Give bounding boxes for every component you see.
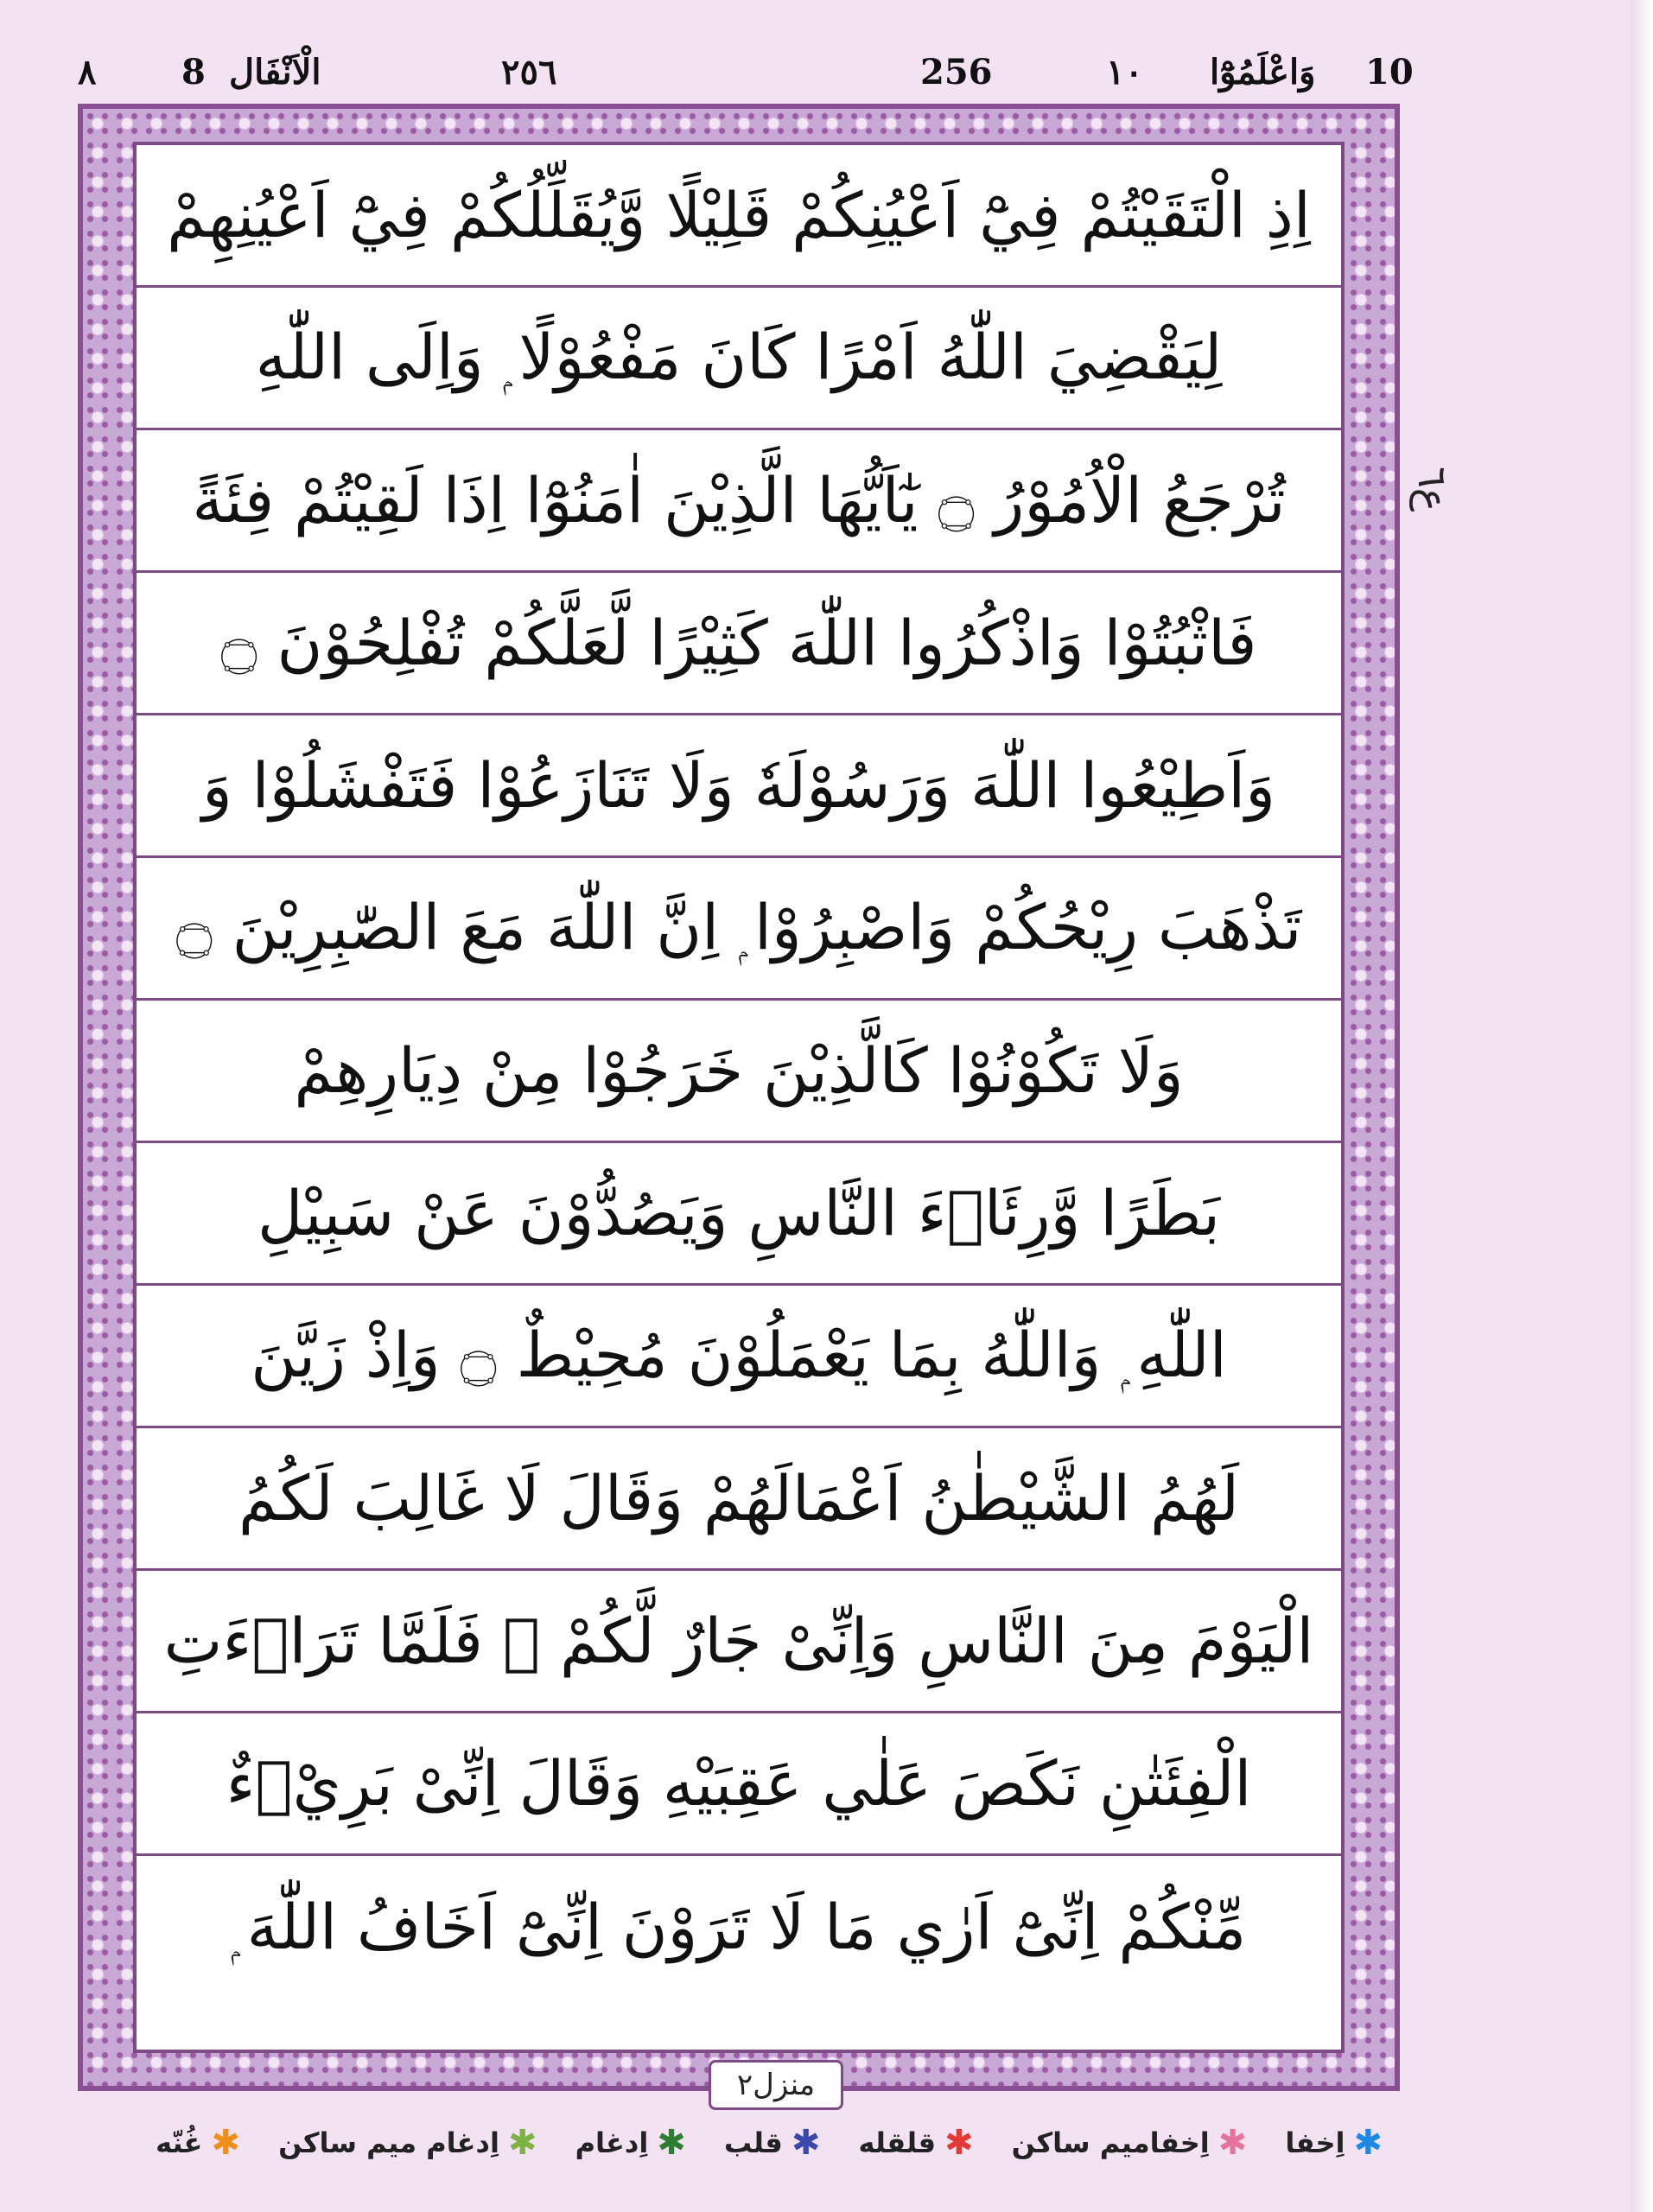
text-line [137, 430, 1341, 573]
tajweed-legend [156, 2117, 1383, 2169]
text-line [137, 715, 1341, 858]
line-text: الْيَوْمَ مِنَ النَّاسِ وَاِنِّىْ جَارٌ لَّكُمْ ۚ فَلَمَّا تَرَاۗءَتِ [163, 1605, 1314, 1677]
line-text: مِّنْكُمْ اِنِّىْٓ اَرٰي مَا لَا تَرَوْنَ اِنِّىْٓ اَخَافُ اللّٰهَ ۭ [231, 1890, 1247, 1963]
legend-label: قلب [723, 2126, 783, 2159]
star-icon: ✱ [944, 2123, 974, 2163]
legend-label: اِخفامیم ساکن [1011, 2126, 1210, 2159]
manzil-label: منزل٢ [709, 2060, 843, 2110]
text-area [133, 142, 1345, 2053]
header-juz-index: ٨ [78, 52, 97, 92]
legend-item [156, 2123, 240, 2163]
text-line [137, 1428, 1341, 1571]
legend-item [1011, 2123, 1248, 2163]
legend-label: اِدغام [575, 2126, 649, 2159]
line-text: اِذِ الْتَقَيْتُمْ فِيْٓ اَعْيُنِكُمْ قَلِيْلًا وَّيُقَلِّلُكُمْ فِيْٓ اَعْيُنِهِمْ [167, 179, 1311, 251]
legend-label: اِخفا [1285, 2126, 1345, 2159]
page-header [78, 35, 1414, 112]
header-page-number: 256 [920, 52, 993, 92]
header-surah-name: الْاَنْفَال [229, 52, 321, 92]
line-text: تُرْجَعُ الْاُمُوْرُ ۝ يٰٓاَيُّهَا الَّذِيْنَ اٰمَنُوْٓا اِذَا لَقِيْتُمْ فِئَةً [192, 464, 1286, 537]
star-icon: ✱ [791, 2123, 821, 2163]
text-line [137, 288, 1341, 430]
header-surah-number: 8 [181, 52, 206, 92]
star-icon: ✱ [1353, 2123, 1383, 2163]
legend-item [723, 2123, 821, 2163]
line-text: لَهُمُ الشَّيْطٰنُ اَعْمَالَهُمْ وَقَالَ لَا غَالِبَ لَكُمُ [238, 1462, 1240, 1535]
star-icon: ✱ [507, 2123, 537, 2163]
text-line [137, 1856, 1341, 1999]
text-line [137, 858, 1341, 1001]
text-line [137, 1143, 1341, 1286]
legend-item [575, 2123, 686, 2163]
line-text: تَذْهَبَ رِيْحُكُمْ وَاصْبِرُوْا ۭ اِنَّ اللّٰهَ مَعَ الصّٰبِرِيْنَ ۝ [175, 891, 1302, 963]
line-text: بَطَرًا وَّرِئَاۗءَ النَّاسِ وَيَصُدُّوْنَ عَنْ سَبِيْلِ [257, 1177, 1221, 1249]
legend-label: غُنّه [156, 2126, 203, 2159]
legend-item [278, 2123, 537, 2163]
header-page-number-arabic: ٢٥٦ [501, 52, 557, 92]
ornate-frame [78, 104, 1400, 2091]
line-text: وَلَا تَكُوْنُوْا كَالَّذِيْنَ خَرَجُوْا مِنْ دِيَارِهِمْ [294, 1034, 1184, 1107]
line-text: وَاَطِيْعُوا اللّٰهَ وَرَسُوْلَهٗ وَلَا تَنَازَعُوْا فَتَفْشَلُوْا وَ [201, 749, 1276, 822]
text-line [137, 145, 1341, 288]
star-icon: ✱ [1217, 2123, 1248, 2163]
text-line [137, 1286, 1341, 1428]
text-line [137, 1713, 1341, 1856]
text-line [137, 1001, 1341, 1143]
legend-label: اِدغام میم ساکن [278, 2126, 499, 2159]
star-icon: ✱ [211, 2123, 240, 2163]
legend-item [1285, 2123, 1383, 2163]
line-text: الْفِئَتٰنِ نَكَصَ عَلٰي عَقِبَيْهِ وَقَالَ اِنِّىْ بَرِيْۗءٌ [226, 1747, 1252, 1820]
ruku-marker: ع٦ [1409, 467, 1456, 512]
text-line [137, 573, 1341, 715]
page-edge [1631, 0, 1653, 2212]
star-icon: ✱ [657, 2123, 686, 2163]
legend-item [858, 2123, 974, 2163]
line-text: فَاثْبُتُوْا وَاذْكُرُوا اللّٰهَ كَثِيْرًا لَّعَلَّكُمْ تُفْلِحُوْنَ ۝ [220, 607, 1257, 679]
text-line [137, 1571, 1341, 1713]
header-para-number-arabic: ١٠ [1106, 52, 1143, 92]
line-text: لِيَقْضِيَ اللّٰهُ اَمْرًا كَانَ مَفْعُوْلًا ۭ وَاِلَى اللّٰهِ [255, 321, 1223, 393]
line-text: اللّٰهِ ۭ وَاللّٰهُ بِمَا يَعْمَلُوْنَ مُحِيْطٌ ۝ وَاِذْ زَيَّنَ [251, 1319, 1227, 1391]
header-para-number: 10 [1365, 52, 1414, 92]
header-para-name: وَاعْلَمُوْٓا [1210, 52, 1316, 92]
legend-label: قلقله [858, 2126, 937, 2159]
